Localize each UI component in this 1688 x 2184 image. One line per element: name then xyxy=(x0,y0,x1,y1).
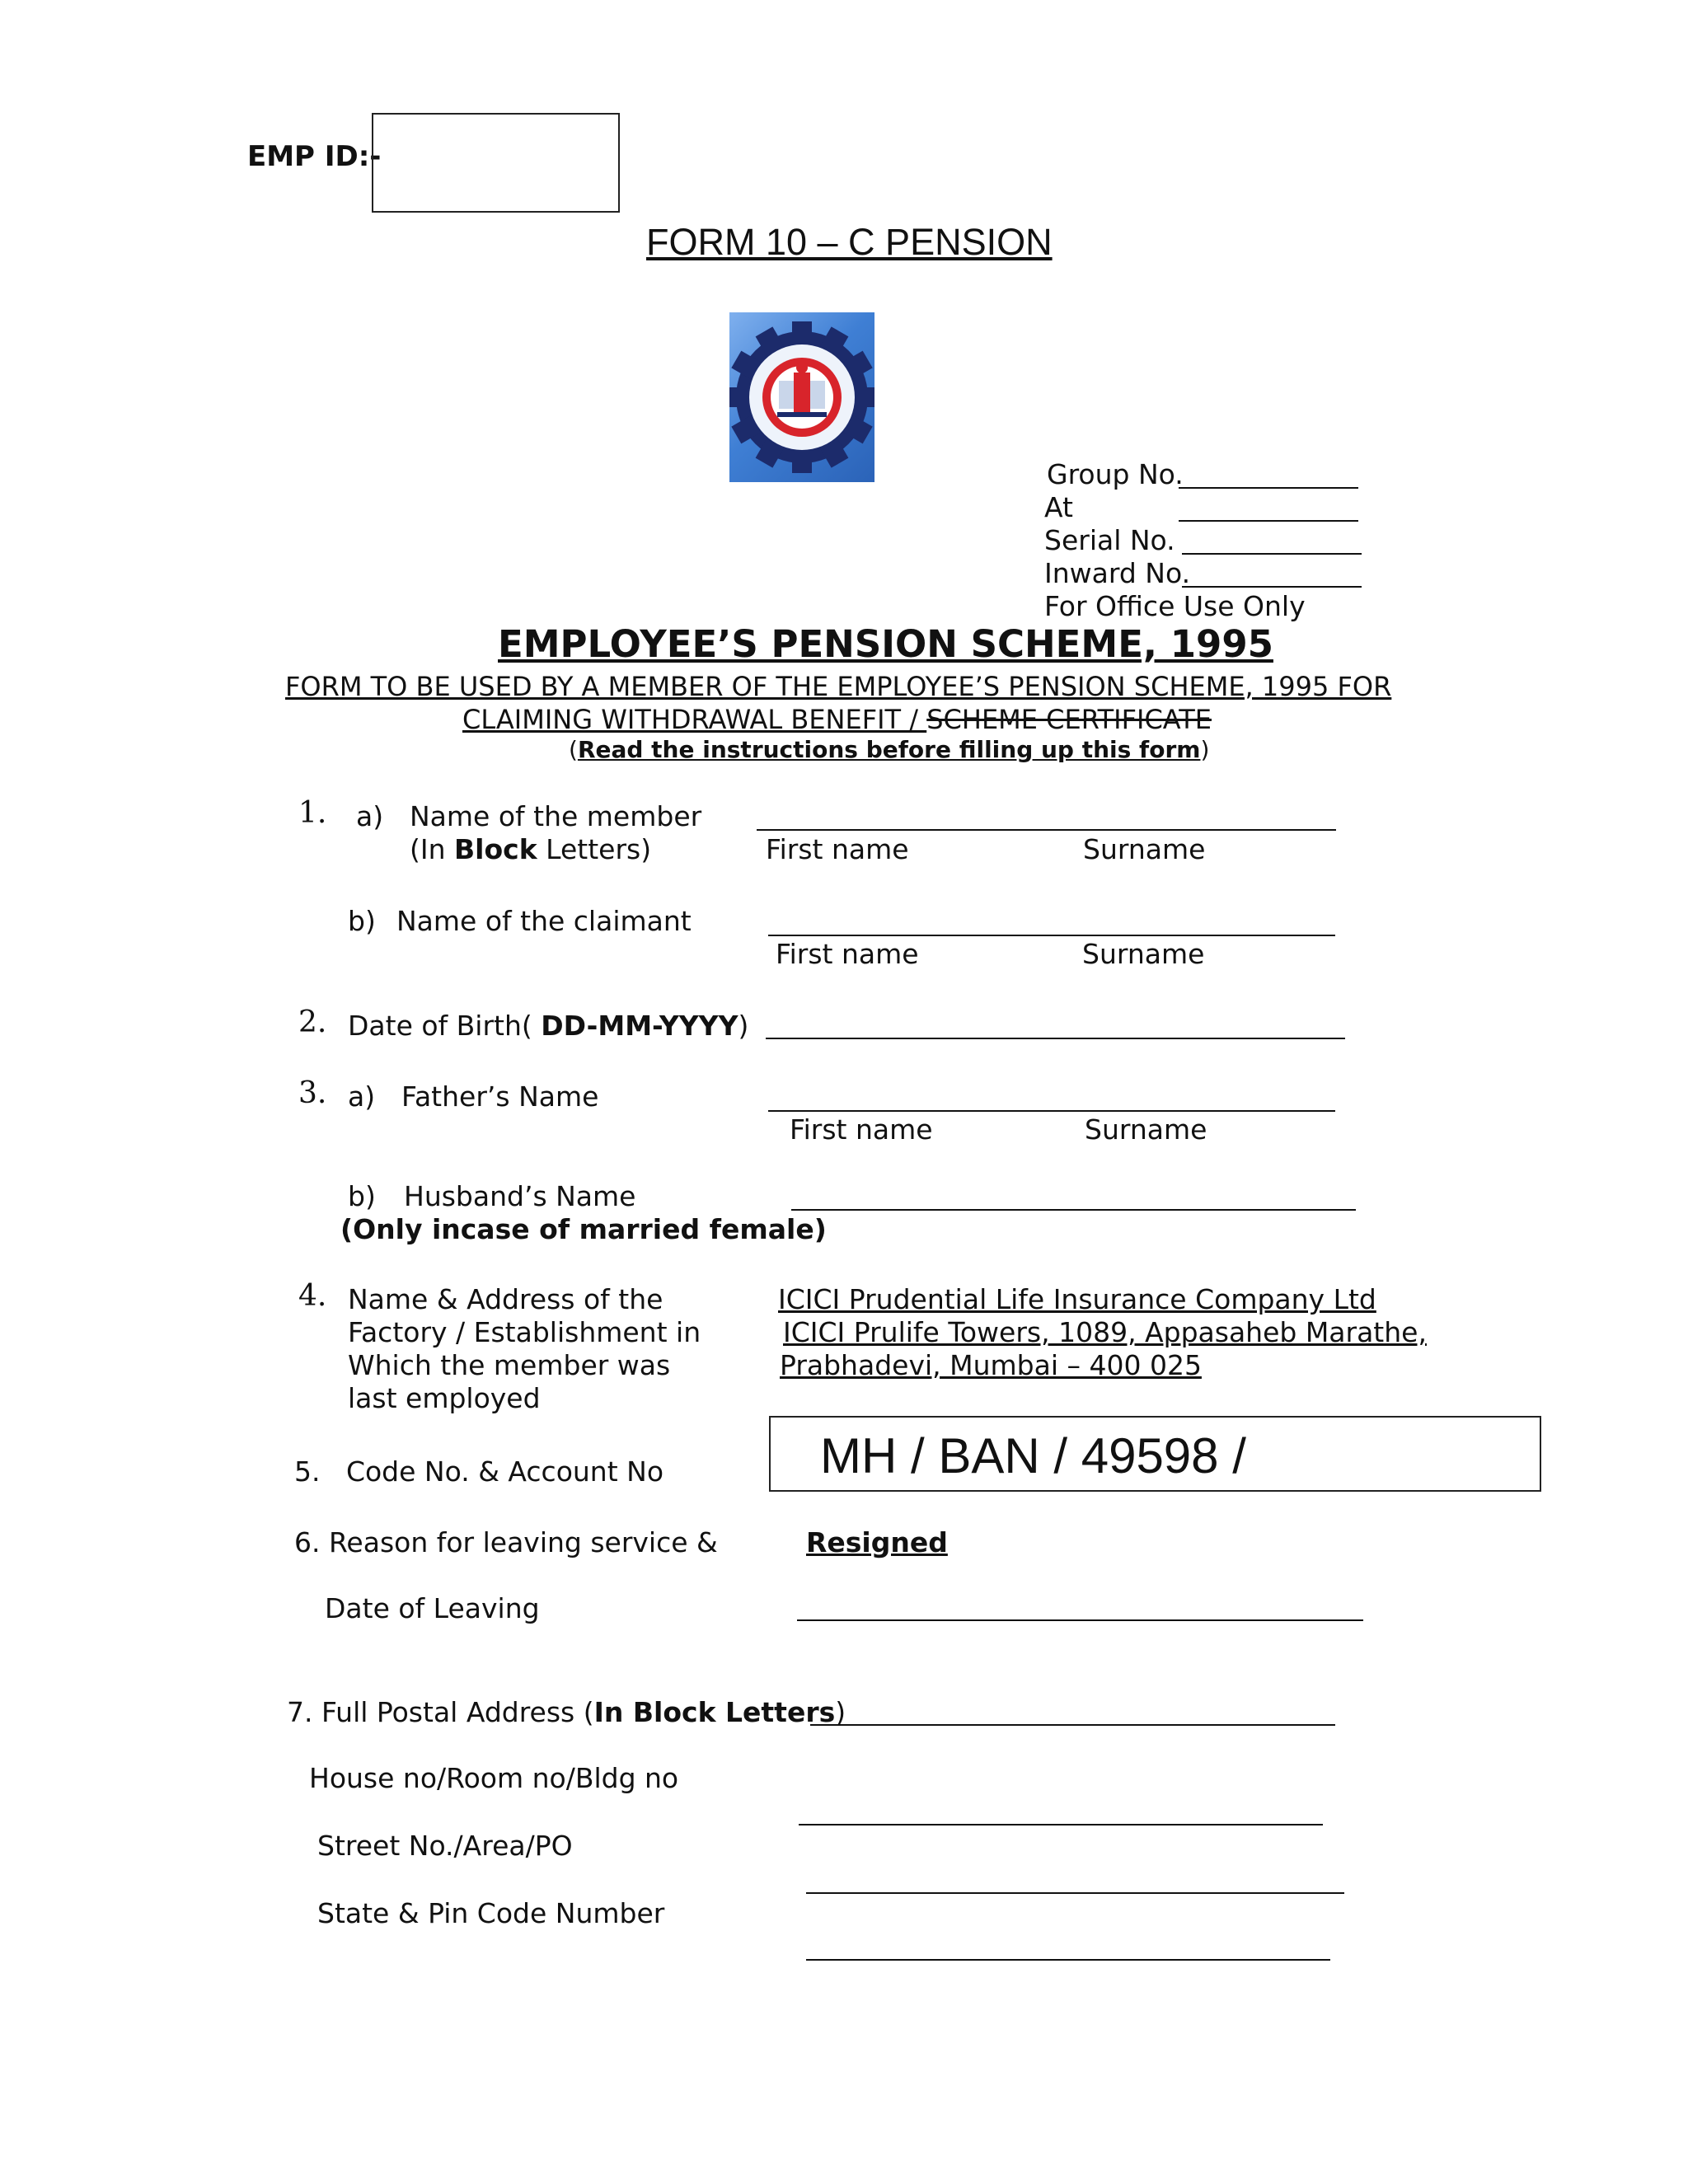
establishment-address-line1: ICICI Prulife Towers, 1089, Appasaheb Marathe, xyxy=(783,1316,1427,1348)
q7-label xyxy=(287,1696,846,1728)
q5-label: 5. Code No. & Account No xyxy=(294,1455,664,1488)
state-pin-label: State & Pin Code Number xyxy=(317,1897,665,1929)
instr-close-paren: ) xyxy=(1200,736,1210,763)
state-pin-field[interactable] xyxy=(806,1959,1330,1961)
form-title: FORM 10 – C PENSION xyxy=(646,221,1053,263)
father-surname-caption: Surname xyxy=(1085,1113,1207,1146)
q6-date-label: Date of Leaving xyxy=(325,1592,540,1624)
scheme-title: EMPLOYEE’S PENSION SCHEME, 1995 xyxy=(498,622,1273,666)
emp-id-input[interactable] xyxy=(372,113,620,213)
q2-number: 2. xyxy=(298,1005,327,1039)
subtitle-struck-text: SCHEME CERTIFICATE xyxy=(926,704,1212,735)
q3b-note: (Only incase of married female) xyxy=(340,1213,827,1245)
father-name-field[interactable] xyxy=(768,1110,1335,1112)
q1a-sub-post: Letters) xyxy=(537,833,652,865)
member-name-field[interactable] xyxy=(757,829,1336,831)
street-label: Street No./Area/PO xyxy=(317,1830,573,1862)
epfo-emblem-icon xyxy=(729,312,874,482)
scheme-subtitle-line1: FORM TO BE USED BY A MEMBER OF THE EMPLOYEE’S PENSION SCHEME, 1995 FOR xyxy=(285,671,1392,702)
instructions-text: Read the instructions before filling up this form xyxy=(577,736,1201,763)
inward-no-label: Inward No. xyxy=(1044,557,1191,589)
q3b-marker: b) xyxy=(348,1180,376,1212)
q2-label xyxy=(348,1010,748,1042)
serial-no-label: Serial No. xyxy=(1044,524,1175,556)
postal-address-field[interactable] xyxy=(810,1724,1335,1726)
q4-label-line2: Factory / Establishment in xyxy=(348,1316,701,1348)
epfo-logo xyxy=(729,312,874,482)
q4-label-line1: Name & Address of the xyxy=(348,1283,663,1315)
q1a-label: Name of the member xyxy=(410,800,702,832)
q1-number: 1. xyxy=(298,796,327,830)
q6-label: 6. Reason for leaving service & xyxy=(294,1526,718,1558)
leaving-date-field[interactable] xyxy=(797,1619,1363,1621)
emp-id-label: EMP ID:- xyxy=(247,140,382,173)
q4-number: 4. xyxy=(298,1279,327,1313)
house-no-label: House no/Room no/Bldg no xyxy=(309,1762,679,1794)
q2-label-post: ) xyxy=(738,1010,749,1042)
q1b-marker: b) xyxy=(348,905,376,937)
q3a-label: Father’s Name xyxy=(401,1080,599,1113)
establishment-address-line2: Prabhadevi, Mumbai – 400 025 xyxy=(780,1349,1202,1381)
instr-open-paren: ( xyxy=(569,736,578,763)
q2-label-bold: DD-MM-YYYY xyxy=(541,1010,738,1042)
establishment-name: ICICI Prudential Life Insurance Company Ltd xyxy=(778,1283,1376,1315)
serial-no-field[interactable] xyxy=(1182,553,1362,555)
at-field[interactable] xyxy=(1179,520,1358,522)
account-no-value: MH / BAN / 49598 / xyxy=(820,1428,1246,1483)
q1a-sub-bold: Block xyxy=(454,833,537,865)
q7-label-bold: In Block Letters xyxy=(593,1696,836,1728)
q1a-marker: a) xyxy=(356,800,384,832)
member-surname-caption: Surname xyxy=(1083,833,1206,865)
group-no-label: Group No. xyxy=(1047,458,1184,490)
subtitle-text: CLAIMING WITHDRAWAL BENEFIT / xyxy=(462,704,927,735)
q1a-sub-pre: (In xyxy=(410,833,455,865)
father-first-name-caption: First name xyxy=(790,1113,933,1146)
q4-label-line3: Which the member was xyxy=(348,1349,671,1381)
q4-label-line4: last employed xyxy=(348,1382,541,1414)
q7-label-pre: 7. Full Postal Address ( xyxy=(287,1696,594,1728)
q1b-label: Name of the claimant xyxy=(396,905,692,937)
husband-name-field[interactable] xyxy=(791,1209,1356,1211)
q7-label-post: ) xyxy=(835,1696,846,1728)
claimant-surname-caption: Surname xyxy=(1082,938,1205,970)
q2-label-pre: Date of Birth( xyxy=(348,1010,542,1042)
house-no-field[interactable] xyxy=(799,1824,1323,1825)
q3b-label: Husband’s Name xyxy=(404,1180,636,1212)
inward-no-field[interactable] xyxy=(1182,586,1362,588)
at-label: At xyxy=(1044,491,1073,523)
dob-field[interactable] xyxy=(766,1038,1345,1039)
member-first-name-caption: First name xyxy=(766,833,909,865)
q3-number: 3. xyxy=(298,1076,327,1110)
leaving-reason-value: Resigned xyxy=(806,1526,948,1558)
claimant-first-name-caption: First name xyxy=(776,938,919,970)
q3a-marker: a) xyxy=(348,1080,376,1113)
office-use-note: For Office Use Only xyxy=(1044,590,1306,622)
claimant-name-field[interactable] xyxy=(768,935,1335,936)
scheme-subtitle-line2 xyxy=(462,704,1212,735)
street-field[interactable] xyxy=(806,1892,1344,1894)
account-no-box[interactable] xyxy=(769,1416,1541,1492)
q1a-sublabel xyxy=(410,833,651,865)
group-no-field[interactable] xyxy=(1179,487,1358,489)
instructions-note xyxy=(569,736,1209,763)
